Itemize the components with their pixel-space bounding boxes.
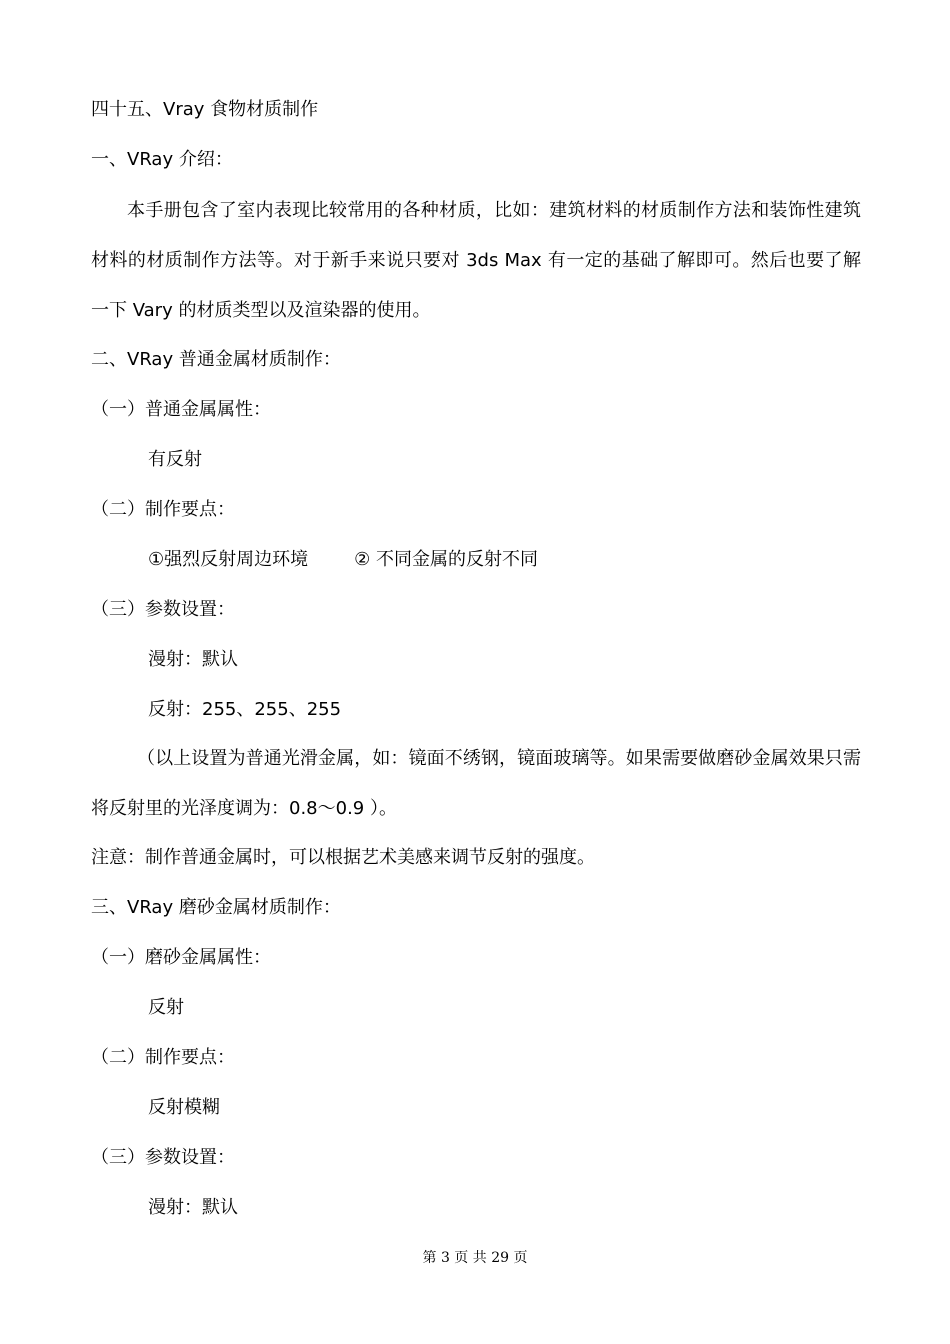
key-point-2: ② 不同金属的反射不同	[354, 549, 538, 570]
normal-metal-property-item: 有反射	[148, 449, 202, 470]
subheading-normal-metal-parameters: （三）参数设置：	[91, 599, 235, 620]
section-heading-vray-intro: 一、VRay 介绍：	[91, 149, 233, 170]
subheading-normal-metal-properties: （一）普通金属属性：	[91, 399, 271, 420]
document-title: 四十五、Vray 食物材质制作	[91, 99, 319, 120]
key-point-1: ①强烈反射周边环境	[148, 549, 309, 570]
normal-metal-key-points-row	[148, 548, 538, 572]
subheading-frosted-metal-properties: （一）磨砂金属属性：	[91, 947, 271, 968]
normal-metal-attention-note: 注意：制作普通金属时，可以根据艺术美感来调节反射的强度。	[91, 847, 595, 868]
section-heading-normal-metal: 二、VRay 普通金属材质制作：	[91, 349, 341, 370]
normal-metal-reflection-setting: 反射：255、255、255	[148, 699, 342, 720]
frosted-metal-key-point-item: 反射模糊	[148, 1097, 220, 1118]
normal-metal-diffuse-setting: 漫射：默认	[148, 649, 238, 670]
section-heading-frosted-metal: 三、VRay 磨砂金属材质制作：	[91, 897, 341, 918]
page-number-footer: 第 3 页 共 29 页	[422, 1250, 528, 1266]
subheading-normal-metal-key-points: （二）制作要点：	[91, 499, 235, 520]
subheading-frosted-metal-parameters: （三）参数设置：	[91, 1147, 235, 1168]
normal-metal-note-paragraph: （以上设置为普通光滑金属，如：镜面不绣钢，镜面玻璃等。如果需要做磨砂金属效果只需将反射里的光泽度调为：0.8～0.9 ）。	[91, 748, 861, 819]
frosted-metal-diffuse-setting: 漫射：默认	[148, 1197, 238, 1218]
subheading-frosted-metal-key-points: （二）制作要点：	[91, 1047, 235, 1068]
intro-paragraph: 本手册包含了室内表现比较常用的各种材质，比如：建筑材料的材质制作方法和装饰性建筑材料的材质制作方法等。对于新手来说只要对 3ds Max 有一定的基础了解即可。然后也要了解一下 Vary 的材质类型以及渲染器的使用。	[91, 200, 861, 321]
frosted-metal-property-item: 反射	[148, 997, 184, 1018]
